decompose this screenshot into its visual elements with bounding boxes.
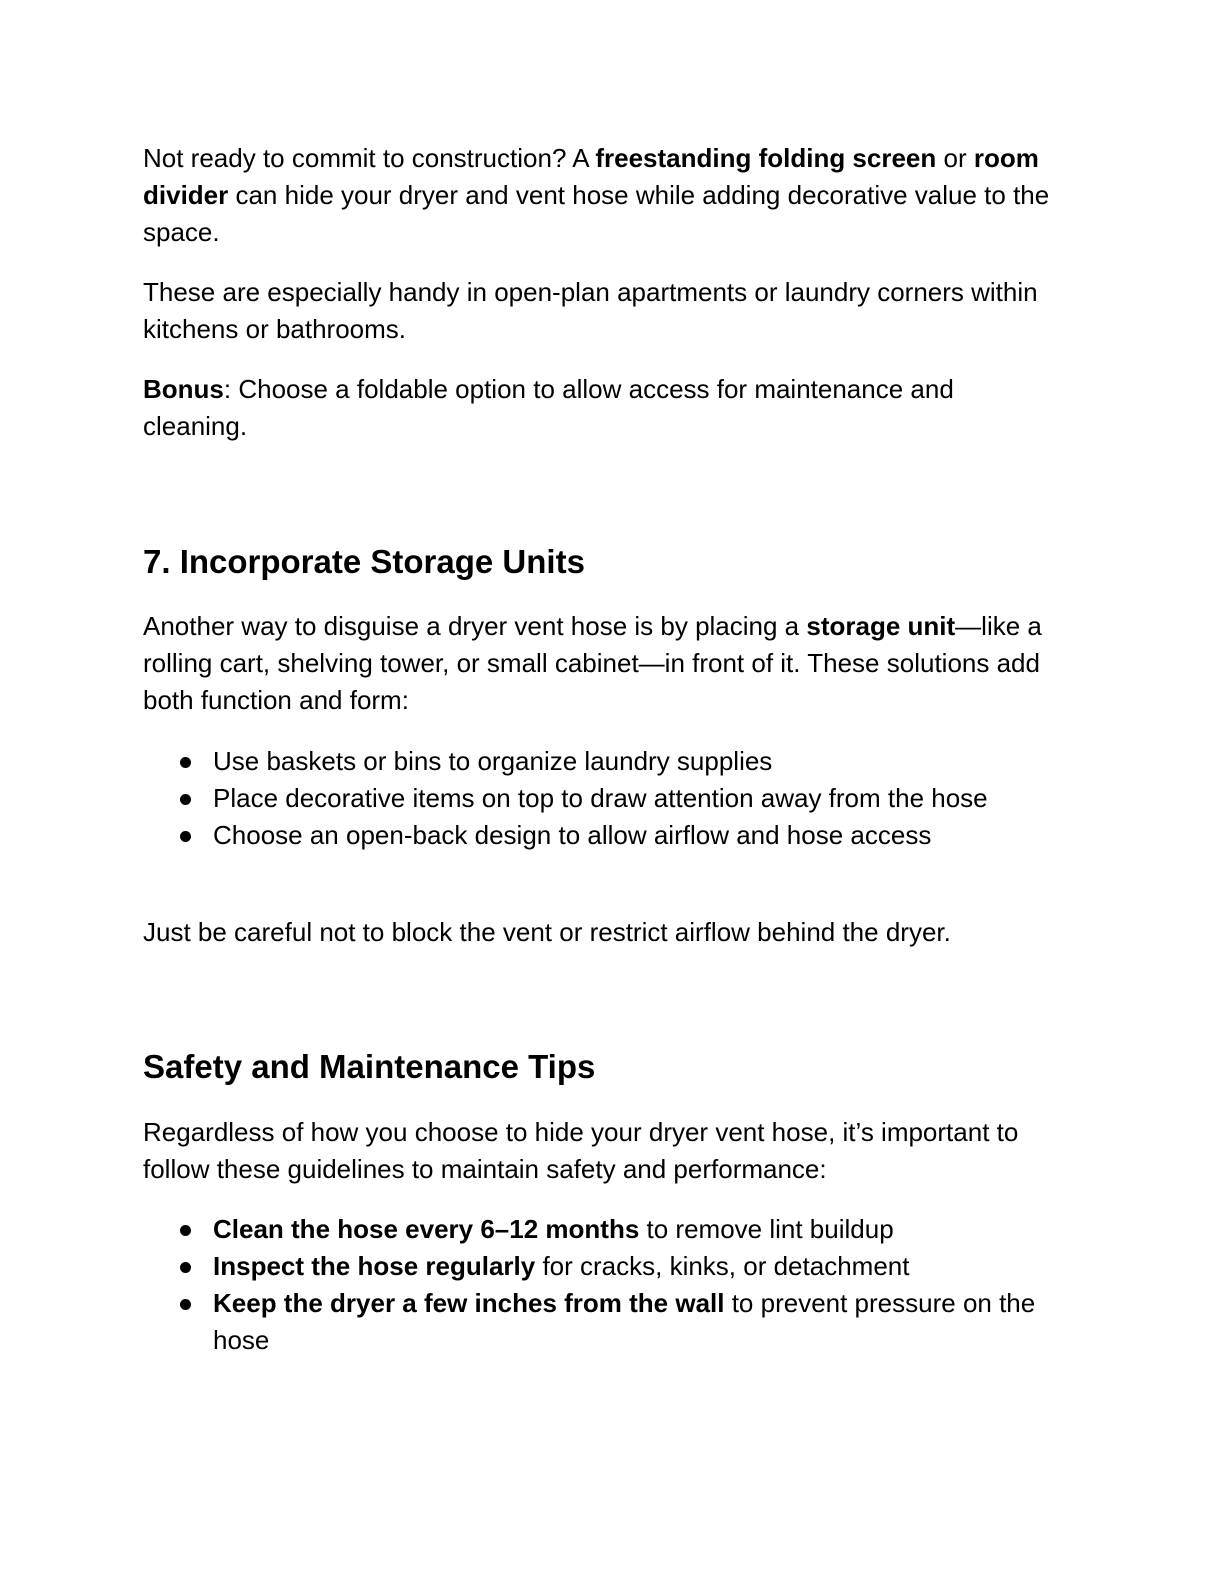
- list-item: [143, 1285, 1058, 1359]
- text: Not ready to commit to construction? A: [143, 143, 596, 173]
- list-item: [143, 780, 1058, 817]
- list-item: [143, 1211, 1058, 1248]
- bold-text: Keep the dryer a few inches from the wall: [213, 1288, 725, 1318]
- bullet-icon: [180, 1299, 191, 1310]
- text: Use baskets or bins to organize laundry supplies: [213, 746, 773, 776]
- text: to remove lint buildup: [639, 1214, 894, 1244]
- bullet-icon: [180, 1262, 191, 1273]
- text: : Choose a foldable option to allow access for maintenance and cleaning.: [143, 374, 954, 441]
- paragraph-safety-intro: Regardless of how you choose to hide your dryer vent hose, it’s important to follow these guidelines to maintain safety and performance:: [143, 1117, 1019, 1184]
- bold-text: Clean the hose every 6–12 months: [213, 1214, 640, 1244]
- heading-safety: Safety and Maintenance Tips: [143, 1048, 596, 1085]
- bullet-icon: [180, 794, 191, 805]
- safety-tips-list: [143, 1211, 1058, 1359]
- text: —like a rolling cart, shelving tower, or small cabinet—in front of it. These solutions add both function and form:: [143, 611, 1042, 715]
- heading-storage-units: 7. Incorporate Storage Units: [143, 543, 585, 580]
- bullet-icon: [180, 831, 191, 842]
- bullet-icon: [180, 757, 191, 768]
- text: to prevent pressure on the hose: [213, 1288, 1036, 1355]
- list-item: [143, 1248, 1058, 1285]
- bold-text: Inspect the hose regularly: [213, 1251, 536, 1281]
- bold-text: freestanding folding screen: [595, 143, 937, 173]
- bold-text: Bonus: [143, 374, 224, 404]
- paragraph-storage: [143, 608, 1058, 719]
- text: Another way to disguise a dryer vent hose is by placing a: [143, 611, 807, 641]
- paragraph-bonus: [143, 371, 1058, 445]
- text: can hide your dryer and vent hose while adding decorative value to the space.: [143, 180, 1050, 247]
- text: Choose an open-back design to allow airflow and hose access: [213, 820, 932, 850]
- bullet-icon: [180, 1225, 191, 1236]
- text: Place decorative items on top to draw attention away from the hose: [213, 783, 988, 813]
- text: for cracks, kinks, or detachment: [535, 1251, 910, 1281]
- paragraph-caution: Just be careful not to block the vent or restrict airflow behind the dryer.: [143, 917, 951, 947]
- paragraph-open-plan: These are especially handy in open-plan apartments or laundry corners within kitchens or bathrooms.: [143, 277, 1038, 344]
- bold-text: room divider: [143, 143, 1039, 210]
- bold-text: storage unit: [806, 611, 956, 641]
- text: or: [936, 143, 974, 173]
- paragraph-folding-screen: [143, 140, 1058, 251]
- storage-tips-list: [143, 743, 1058, 854]
- list-item: [143, 743, 1058, 780]
- list-item: [143, 817, 1058, 854]
